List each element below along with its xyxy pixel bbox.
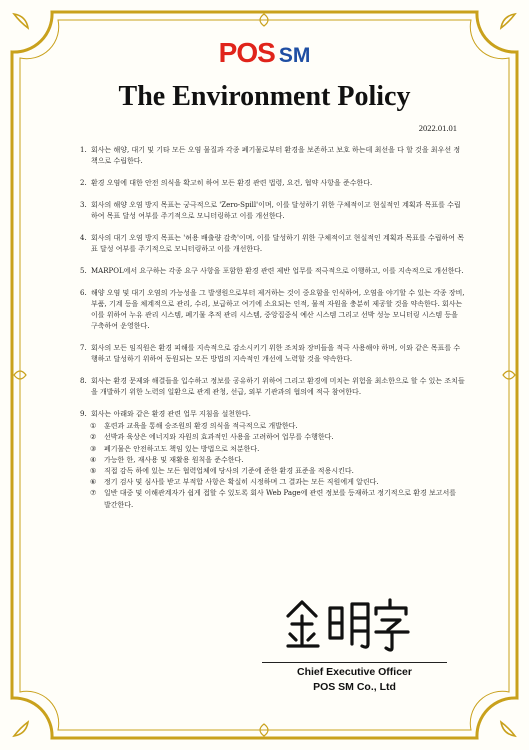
document-title: The Environment Policy [118, 81, 411, 112]
guideline-item [90, 432, 465, 443]
policy-list [80, 145, 465, 521]
guideline-marker: ④ [90, 455, 97, 464]
policy-item-number: 6. [80, 288, 87, 297]
policy-item-text: 회사의 모든 임직원은 환경 피해를 지속적으로 감소시키기 위한 조치와 장비들을 적극 사용해야 하며, 이와 같은 목표를 수행하고 달성하기 위하여 동원되는 모든 방법의 지속적인 개선에 노력할 것을 약속한다. [91, 344, 461, 364]
logo-sm-text: SM [278, 44, 311, 67]
document-date: 2022.01.01 [418, 123, 457, 133]
policy-item [80, 266, 465, 277]
guideline-text: 직접 감독 하에 있는 모든 협력업체에 당사의 기준에 준한 환경 표준을 적용시킨다. [104, 467, 354, 476]
policy-item-text: 회사의 대기 오염 방지 목표는 '허용 배출량 감축'이며, 이를 달성하기 위한 구체적이고 현실적인 계획과 목표를 수립하여 목표 달성 여부를 주기적으로 모니터링하고 이를 개선한다. [91, 233, 465, 253]
policy-item-number: 9. [80, 410, 87, 418]
guideline-text: 훈련과 교육을 통해 승조원의 환경 의식을 적극적으로 개발한다. [104, 422, 298, 431]
guideline-sublist [90, 421, 465, 511]
policy-item-number: 1. [80, 146, 87, 154]
policy-item [80, 178, 465, 189]
guideline-text: 가능한 한, 재사용 및 재활용 원칙을 준수한다. [104, 455, 244, 464]
company-name: POS SM Co., Ltd [313, 681, 396, 693]
guideline-marker: ⑤ [90, 467, 97, 476]
logo-pos-text: POS [218, 37, 275, 68]
guideline-marker: ② [90, 433, 97, 442]
policy-item [80, 233, 465, 255]
guideline-item [90, 488, 465, 510]
policy-item [80, 288, 465, 333]
company-logo [0, 38, 529, 73]
guideline-marker: ① [90, 422, 97, 431]
ceo-signature [278, 594, 418, 654]
policy-item-text: 회사는 환경 문제와 해결들을 입수하고 정보를 공유하기 위하여 그리고 환경에 미치는 위험을 최소한으로 할 수 있는 조치들을 개발하기 위한 노력의 일환으로 관계 관청, 선급, 외부 기관과의 협의에 적극 참여한다. [91, 377, 465, 397]
guideline-item [90, 477, 465, 488]
policy-item-text: 회사의 해양 오염 방지 목표는 궁극적으로 'Zero-Spill'이며, 이를 달성하기 위한 구체적이고 현실적인 계획과 목표를 수립하여 목표 달성 여부를 주기적으로 모니터링하고 이를 개선한다. [91, 200, 461, 220]
policy-item [80, 200, 465, 222]
guideline-item [90, 466, 465, 477]
guideline-item [90, 421, 465, 432]
guideline-marker: ③ [90, 444, 97, 453]
policy-item-text: MARPOL에서 요구하는 각종 요구 사항을 포함한 환경 관련 제반 업무를 적극적으로 이행하고, 이를 지속적으로 개선한다. [91, 266, 464, 275]
policy-item-number: 5. [80, 266, 87, 275]
signatory-title: Chief Executive Officer [262, 662, 447, 678]
guideline-marker: ⑥ [90, 478, 97, 487]
policy-item [80, 343, 465, 365]
guideline-item [90, 455, 465, 466]
policy-item-text: 환경 오염에 대한 안전 의식을 확고히 하여 모든 환경 관련 법령, 요건, 협약 사항을 준수한다. [91, 179, 373, 187]
guideline-text: 선박과 육상은 에너지와 자원의 효과적인 사용을 고려하여 업무를 수행한다. [104, 433, 334, 442]
policy-item [80, 145, 465, 167]
policy-item-number: 2. [80, 179, 87, 187]
guideline-text: 정기 검사 및 심사를 받고 부적합 사항은 확실히 시정하며 그 결과는 모든 직원에게 알린다. [104, 478, 379, 487]
policy-item-number: 3. [80, 200, 87, 209]
policy-item-text: 해양 오염 및 대기 오염의 가능성을 그 발생원으로부터 제거하는 것이 중요함을 인식하여, 오염을 야기할 수 있는 각종 장비, 부품, 기계 등을 체계적으로 관리, 수리, 보급하고 여기에 소요되는 인적, 물적 자원을 충분히 제공할 것을 약속한다. 회사는 이를 위하여 누유 관리 시스템, 폐기물 추적 관리 시스템, 중앙집중식 예산 시스템 그리고 선박 성능 모니터링 시스템 등을 구축하여 운영한다. [91, 288, 465, 331]
guideline-marker: ⑦ [90, 489, 97, 498]
policy-item [80, 409, 465, 511]
policy-item-number: 4. [80, 233, 87, 242]
policy-item [80, 376, 465, 398]
policy-item-number: 7. [80, 344, 87, 352]
guideline-item [90, 444, 465, 455]
policy-item-text: 회사는 해양, 대기 및 기타 모든 오염 물질과 각종 폐기물로부터 환경을 보존하고 보호 하는데 최선을 다 할 것을 최우선 정책으로 수립한다. [91, 146, 461, 166]
guideline-text: 폐기물은 안전하고도 책임 있는 방법으로 처분한다. [104, 444, 260, 453]
guideline-text: 일반 대중 및 이해관계자가 쉽게 접할 수 있도록 회사 Web Page에 관련 정보를 등재하고 정기적으로 환경 보고서를 발간한다. [104, 489, 457, 509]
policy-item-number: 8. [80, 377, 87, 385]
policy-item-text: 회사는 아래와 같은 환경 관련 업무 지침을 설천한다. [91, 410, 251, 418]
